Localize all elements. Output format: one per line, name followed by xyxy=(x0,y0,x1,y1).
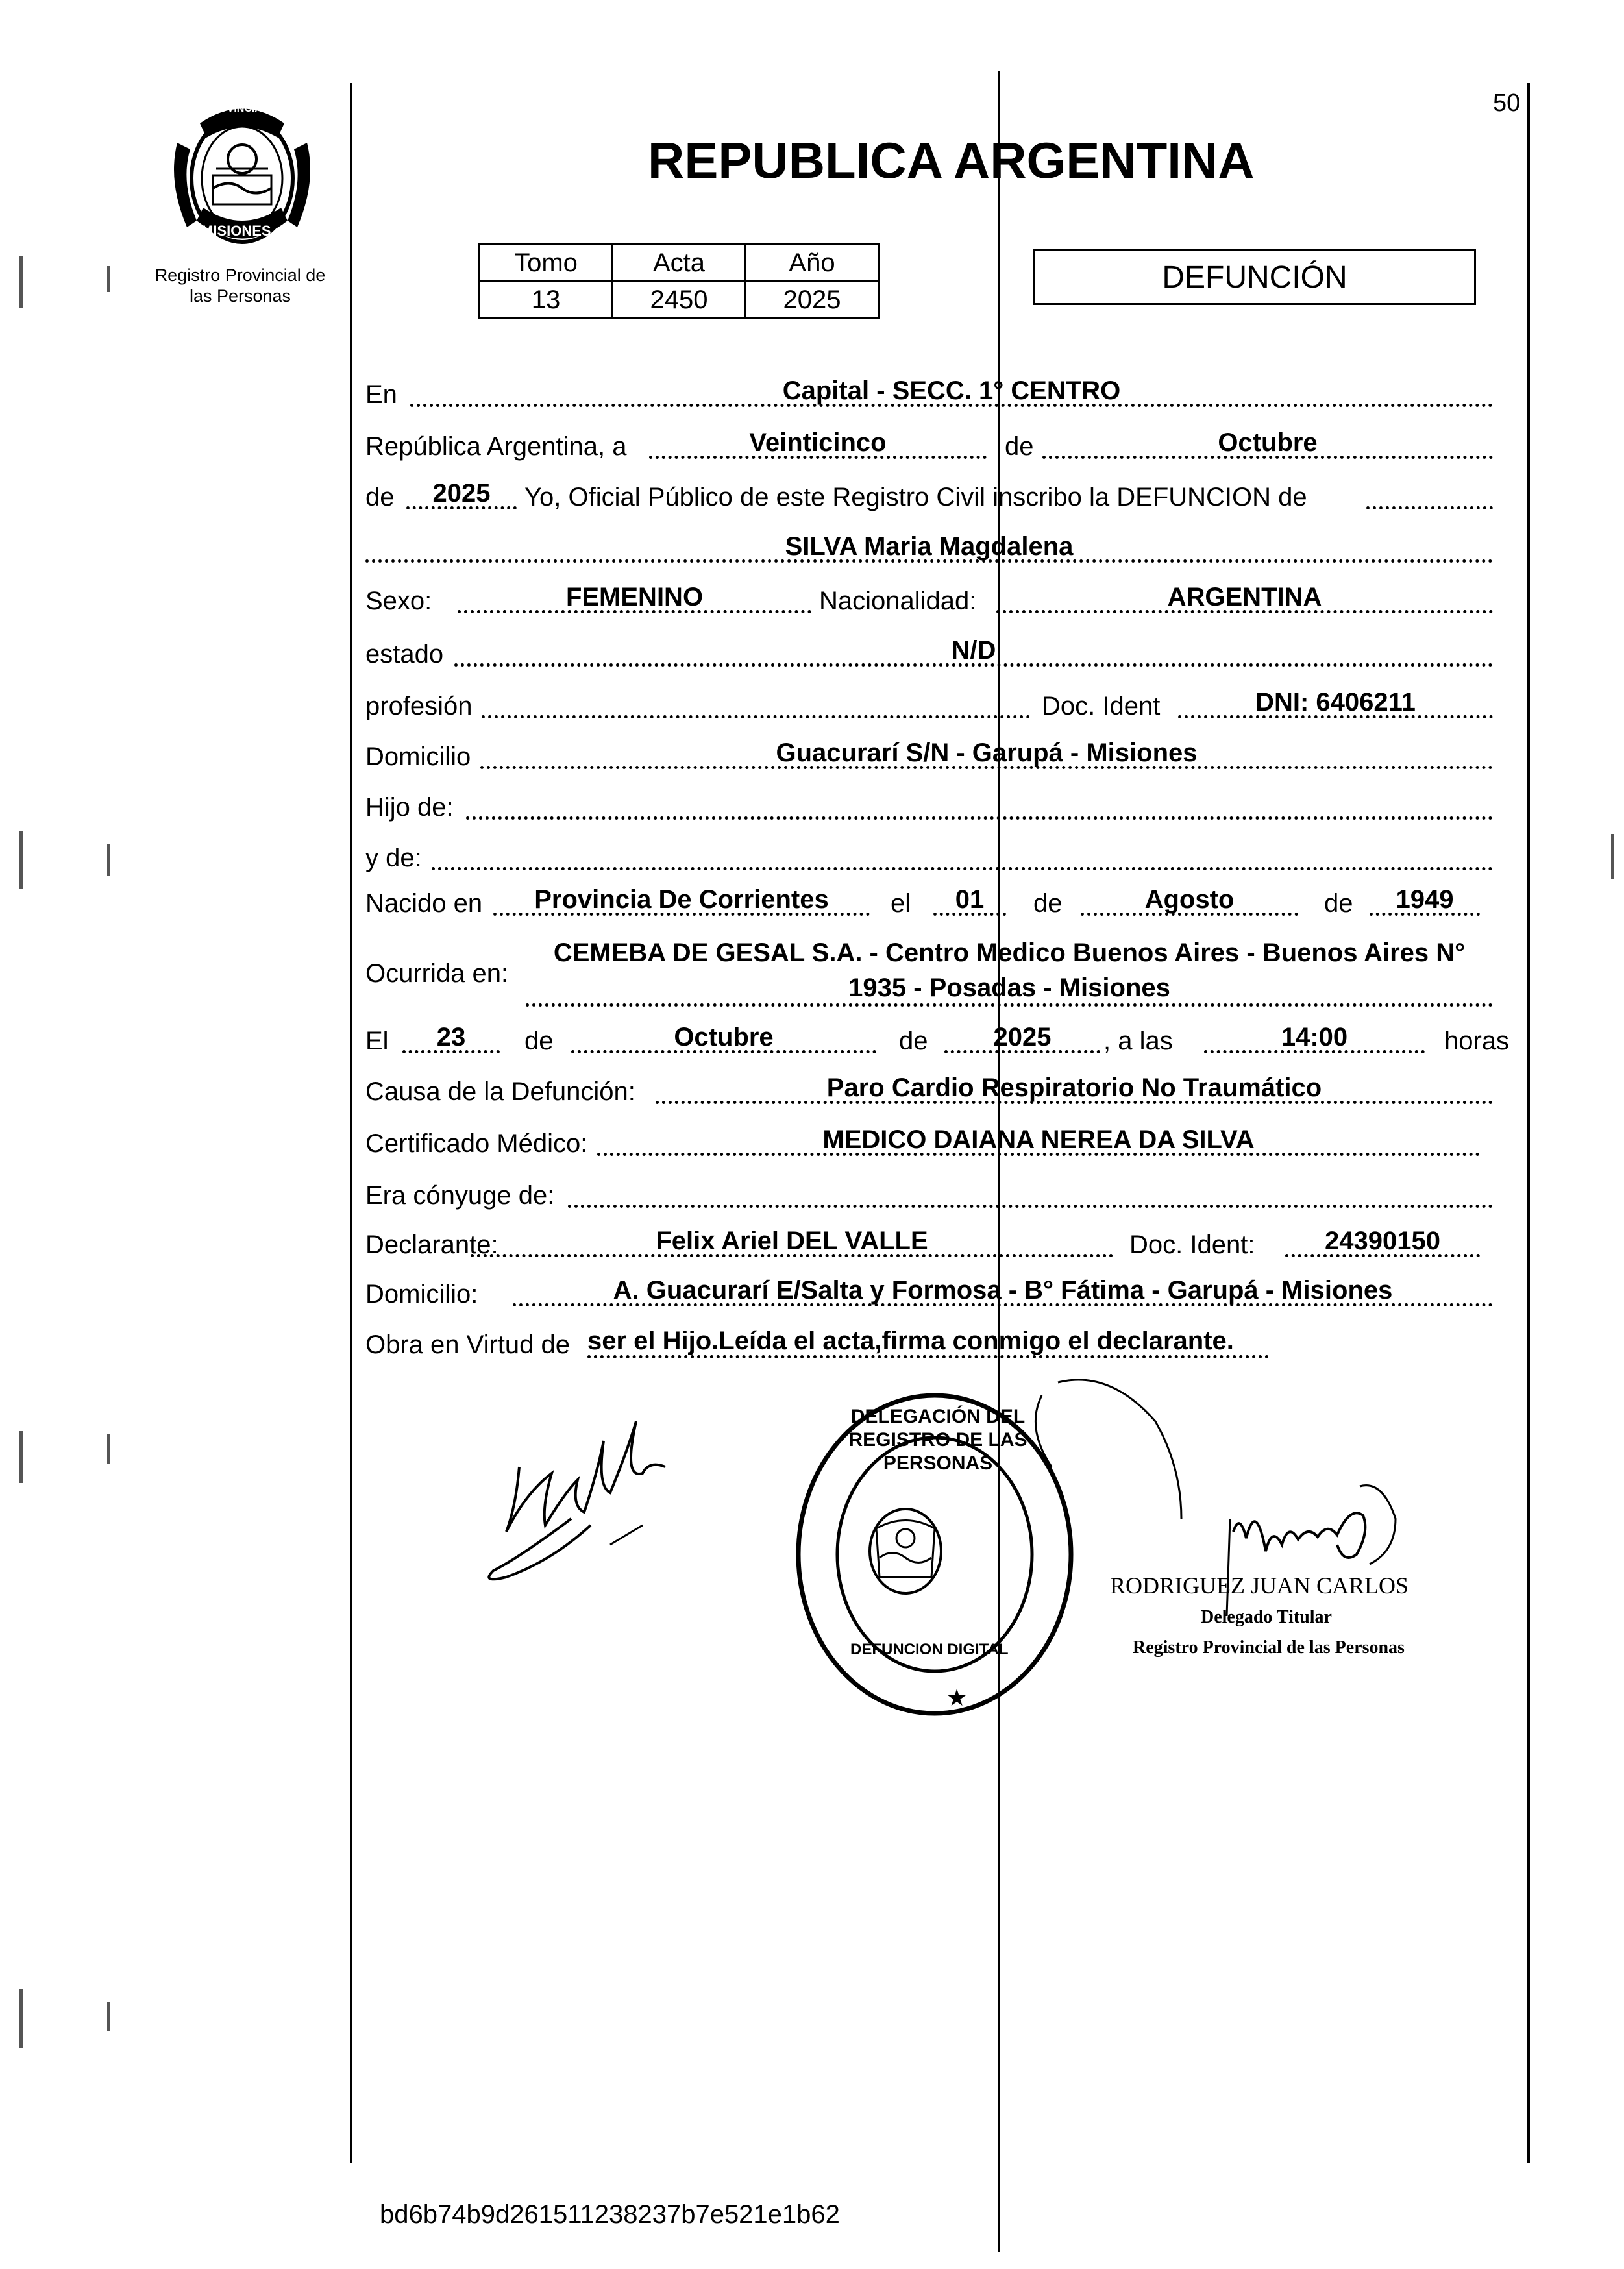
causa-value: Paro Cardio Respiratorio No Traumático xyxy=(826,1073,1322,1102)
birth-day-value: 01 xyxy=(955,885,985,914)
a-las-label: , a las xyxy=(1103,1027,1173,1055)
scan-mark xyxy=(19,1431,23,1483)
de-label: de xyxy=(899,1027,928,1055)
scan-mark xyxy=(19,1989,23,2048)
domicilio2-value: A. Guacurarí E/Salta y Formosa - B° Fátima - Garupá - Misiones xyxy=(613,1276,1393,1305)
stamp-star: ★ xyxy=(946,1684,968,1711)
month-value: Octubre xyxy=(1218,428,1318,457)
declarant-signature xyxy=(480,1395,695,1590)
death-day-value: 23 xyxy=(436,1023,466,1051)
death-year-value: 2025 xyxy=(993,1023,1052,1051)
table-value-acta: 2450 xyxy=(613,282,746,319)
estado-value: N/D xyxy=(951,636,996,665)
scan-mark xyxy=(1611,834,1614,879)
table-value-tomo: 13 xyxy=(480,282,613,319)
profesion-label: profesión xyxy=(365,692,473,720)
declarante-label: Declarante: xyxy=(365,1231,498,1259)
scan-mark xyxy=(107,266,110,292)
dotted-line xyxy=(432,867,1493,870)
de-label: de xyxy=(1005,432,1034,461)
footer-hash: bd6b74b9d261511238237b7e521e1b62 xyxy=(380,2200,840,2229)
declarante-doc-value: 24390150 xyxy=(1325,1227,1440,1255)
deceased-name-value: SILVA Maria Magdalena xyxy=(785,532,1074,561)
birth-year-value: 1949 xyxy=(1396,885,1454,914)
de-label: de xyxy=(365,483,395,511)
dotted-line xyxy=(568,1205,1493,1208)
nacionalidad-value: ARGENTINA xyxy=(1167,583,1322,611)
horas-label: horas xyxy=(1444,1027,1510,1055)
nacido-label: Nacido en xyxy=(365,889,483,918)
domicilio-value: Guacurarí S/N - Garupá - Misiones xyxy=(776,739,1198,767)
year-value: 2025 xyxy=(432,479,491,508)
dotted-line xyxy=(482,715,1030,718)
obra-label: Obra en Virtud de xyxy=(365,1331,571,1359)
document-type-box xyxy=(1033,249,1476,305)
stamp-inner-text: DEFUNCION DIGITAL xyxy=(850,1641,1009,1658)
oficial-text: Yo, Oficial Público de este Registro Civil inscribo la DEFUNCION de xyxy=(524,483,1307,511)
seal-bottom-text: MISIONES xyxy=(201,223,271,239)
scan-mark xyxy=(107,2002,110,2031)
conyuge-label: Era cónyuge de: xyxy=(365,1181,555,1210)
table-value-anio: 2025 xyxy=(746,282,879,319)
official-office: Registro Provincial de las Personas xyxy=(1133,1637,1405,1658)
reference-table xyxy=(478,243,880,319)
page-title: REPUBLICA ARGENTINA xyxy=(648,132,1255,189)
dotted-line xyxy=(1366,506,1493,509)
el-cap-label: El xyxy=(365,1027,389,1055)
de-label: de xyxy=(1324,889,1353,918)
causa-label: Causa de la Defunción: xyxy=(365,1077,635,1106)
death-month-value: Octubre xyxy=(674,1023,774,1051)
place-value: Capital - SECC. 1° CENTRO xyxy=(782,376,1121,405)
doc-ident-label: Doc. Ident xyxy=(1042,692,1161,720)
ocurrida-line1: CEMEBA DE GESAL S.A. - Centro Medico Buenos Aires - Buenos Aires N° xyxy=(553,938,1466,967)
sexo-value: FEMENINO xyxy=(565,583,704,611)
nacionalidad-label: Nacionalidad: xyxy=(819,587,977,615)
dotted-line xyxy=(587,1355,1269,1358)
scan-mark xyxy=(19,831,23,889)
doc-ident-value: DNI: 6406211 xyxy=(1255,688,1416,717)
birthplace-value: Provincia De Corrientes xyxy=(534,885,829,914)
estado-label: estado xyxy=(365,640,444,668)
dotted-line xyxy=(526,1003,1493,1007)
scan-mark xyxy=(107,844,110,876)
republica-label: República Argentina, a xyxy=(365,432,627,461)
registry-name: Registro Provincial de las Personas xyxy=(154,265,326,306)
hijo-de-label: Hijo de: xyxy=(365,793,454,822)
document-type: DEFUNCIÓN xyxy=(1162,260,1347,295)
day-words-value: Veinticinco xyxy=(749,428,887,457)
obra-value: ser el Hijo.Leída el acta,firma conmigo el declarante. xyxy=(587,1327,1234,1355)
declarante-doc-label: Doc. Ident: xyxy=(1129,1231,1255,1259)
de-label: de xyxy=(524,1027,554,1055)
ocurrida-label: Ocurrida en: xyxy=(365,959,509,988)
ocurrida-line2: 1935 - Posadas - Misiones xyxy=(848,974,1170,1002)
seal-top-text: PROVINCIA DE xyxy=(204,103,279,114)
dotted-line xyxy=(466,816,1493,820)
sexo-label: Sexo: xyxy=(365,587,432,615)
death-time-value: 14:00 xyxy=(1281,1023,1348,1051)
scan-mark xyxy=(19,256,23,308)
certificado-label: Certificado Médico: xyxy=(365,1129,588,1158)
official-role: Delegado Titular xyxy=(1201,1607,1332,1627)
en-label: En xyxy=(365,380,397,409)
de-label: de xyxy=(1033,889,1063,918)
stamp-ring-text: DELEGACIÓN DEL REGISTRO DE LAS PERSONAS xyxy=(848,1406,1027,1474)
table-header-anio: Año xyxy=(746,245,879,282)
el-label: el xyxy=(891,889,911,918)
domicilio2-label: Domicilio: xyxy=(365,1280,478,1308)
domicilio-label: Domicilio xyxy=(365,742,471,771)
table-header-acta: Acta xyxy=(613,245,746,282)
certificado-value: MEDICO DAIANA NEREA DA SILVA xyxy=(822,1125,1255,1154)
scan-mark xyxy=(107,1434,110,1464)
birth-month-value: Agosto xyxy=(1144,885,1235,914)
declarante-value: Felix Ariel DEL VALLE xyxy=(656,1227,928,1255)
y-de-label: y de: xyxy=(365,844,422,872)
official-name: RODRIGUEZ JUAN CARLOS xyxy=(1110,1573,1409,1599)
right-margin-line xyxy=(1527,83,1530,2163)
page-number: 50 xyxy=(1493,90,1521,117)
table-header-tomo: Tomo xyxy=(480,245,613,282)
left-margin-line xyxy=(350,83,352,2163)
